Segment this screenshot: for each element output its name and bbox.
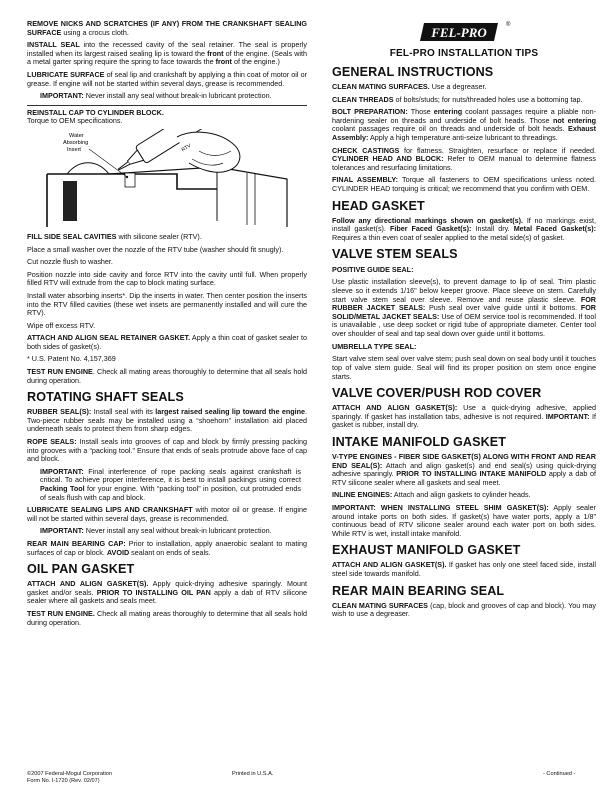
installation-tips-title: FEL-PRO INSTALLATION TIPS xyxy=(389,48,539,59)
subheading-umbrella: UMBRELLA TYPE SEAL: xyxy=(332,342,417,352)
patent-note: * U.S. Patent No. 4,157,369 xyxy=(27,354,116,364)
fig-label-water: Water xyxy=(69,132,84,139)
para-fill-side-seal: FILL SIDE SEAL CAVITIES with silicone sealer (RTV). xyxy=(27,231,202,241)
para-lubricate-lips: LUBRICATE SEALING LIPS AND CRANKSHAFT with motor oil or grease. If engine will not be started within several days, grease is recommended. xyxy=(27,505,307,523)
heading-general-instructions: GENERAL INSTRUCTIONS xyxy=(332,65,494,79)
para-clean-threads: CLEAN THREADS of bolts/studs; for nuts/threaded holes use a bottoming tap. xyxy=(332,94,583,104)
para-inserts: Install water absorbing inserts*. Dip the inserts in water. Then center position the inserts into the RTV filled cavities (these wet insets are permanently installed and will cure the RTV). xyxy=(27,290,307,318)
para-remove-nicks: REMOVE NICKS AND SCRATCHES (IF ANY) FROM THE CRANKSHAFT SEALING SURFACE using a crocus cloth. xyxy=(27,19,307,37)
heading-rotating-shaft-seals: ROTATING SHAFT SEALS xyxy=(27,390,184,405)
form-number: Form No. I-1720 (Rev. 02/07) xyxy=(27,778,100,784)
logo-lettering: FEL-PRO xyxy=(430,25,487,40)
right-column xyxy=(332,20,596,623)
para-umbrella: Start valve stem seal over valve stem; push seal down on seal body until it touches top of valve stem guide. Seal will find its proper position on stem once engine starts. xyxy=(332,354,596,381)
para-valve-cover: ATTACH AND ALIGN GASKET(S): Use a quick-drying adhesive, applied sparingly. If gasket has installation tabs, adhesive is not required. IMPORTANT: If gasket is rubber, install dry. xyxy=(332,403,596,430)
para-v-type: V-TYPE ENGINES - FIBER SIDE GASKET(S) ALONG WITH FRONT AND REAR END SEAL(S): Attach and align gasket(s) and end seal(s) using quick-drying adhesive sparingly. PRIOR TO INSTALLING INTAKE MANIFOLD apply a dab of RTV silicone sealer where all gaskets and seal meet. xyxy=(332,452,596,487)
registered-mark: ® xyxy=(506,22,511,28)
para-rear-main-cap: REAR MAIN BEARING CAP: Prior to installation, apply anaerobic sealant to mating surfaces of cap or block. AVOID sealant on ends of seals. xyxy=(27,538,307,557)
para-washer: Place a small washer over the nozzle of the RTV tube (washer should fit snugly). xyxy=(27,244,284,254)
para-exhaust: ATTACH AND ALIGN GASKET(S). If gasket has only one steel faced side, install steel side towards manifold. xyxy=(332,560,596,578)
copyright-text: ©2007 Federal-Mogul Corporation xyxy=(27,771,112,777)
heading-valve-stem-seals: VALVE STEM SEALS xyxy=(332,247,458,262)
para-head-gasket: Follow any directional markings shown on gasket(s). If no markings exist, install gasket(s). Fiber Faced Gasket(s): Install dry. Metal Faced Gasket(s): Requires a thin even coat of sealer applied to the metal side(s) of gasket. xyxy=(332,215,596,242)
fel-pro-logo xyxy=(332,22,596,47)
para-test-run-2: TEST RUN ENGINE. Check all mating areas thoroughly to determine that all seals hold during operation. xyxy=(27,608,307,627)
heading-exhaust-manifold: EXHAUST MANIFOLD GASKET xyxy=(332,543,521,558)
heading-intake-manifold: INTAKE MANIFOLD GASKET xyxy=(332,435,507,450)
para-final-assembly: FINAL ASSEMBLY: Torque all fasteners to OEM specifications unless noted. CYLINDER HEAD torquing is critical; we recommend that you confirm with OEM. xyxy=(332,175,596,193)
heading-valve-cover: VALVE COVER/PUSH ROD COVER xyxy=(332,386,542,401)
para-rear-main-clean: CLEAN MATING SURFACES (cap, block and grooves of cap and block). You may wish to use a degreaser. xyxy=(332,600,596,619)
important-note-1: IMPORTANT: Never install any seal without break-in lubricant protection. xyxy=(40,91,272,101)
para-oil-pan-attach: ATTACH AND ALIGN GASKET(S). Apply quick-drying adhesive sparingly. Mount gasket and/or seals. PRIOR TO INSTALLING OIL PAN apply a dab of RTV silicone sealer where all gaskets and seals meet. xyxy=(27,579,307,606)
para-rope-seals: ROPE SEALS: Install seals into grooves of cap and block by firmly pressing packing into grooves with a “packing tool.” Ensure that ends of seals protrude above face of cap and block. xyxy=(27,437,307,464)
continued-label: - Continued - xyxy=(543,771,576,777)
important-note-2: IMPORTANT: Final interference of rope packing seals against crankshaft is critical. To achieve proper interference, it is best to install packings using correct Packing Tool for your engine. With “packing tool” in position, cut protruded ends of seals flush with cap and block. xyxy=(40,466,301,502)
heading-rear-main-seal: REAR MAIN BEARING SEAL xyxy=(332,583,505,598)
para-install-seal: INSTALL SEAL into the recessed cavity of the seal retainer. The seal is properly installed when its largest raised sealing lip is toward the front of the engine. (Seals with a metal garter spring require the spring to face towards the front of the engine.) xyxy=(27,40,307,67)
left-column xyxy=(27,20,307,627)
para-test-run-1: TEST RUN ENGINE. Check all mating areas thoroughly to determine that all seals hold during operation. xyxy=(27,367,307,385)
para-cut-nozzle: Cut nozzle flush to washer. xyxy=(27,257,113,267)
para-wipe: Wipe off excess RTV. xyxy=(27,320,96,330)
para-reinstall-cap: REINSTALL CAP TO CYLINDER BLOCK. Torque to OEM specifications. xyxy=(27,107,164,126)
rtv-figure xyxy=(27,129,307,227)
para-bolt-prep: BOLT PREPARATION: Those entering coolant passages require a pliable non-hardening sealer on threads and underside of bolt heads. Those not entering coolant passages require oil on threads and underside of bolt heads. Exhaust Assembly: Apply a high temperature anti-seize lubricant to threadings. xyxy=(332,107,597,142)
heading-head-gasket: HEAD GASKET xyxy=(332,198,425,213)
para-rubber-seals: RUBBER SEAL(S): Install seal with its largest raised sealing lip toward the engine. Two-piece rubber seals may be installed using a “shoehorn” installation aid placed underneath seals to protect them from sharp edges. xyxy=(27,407,307,434)
subheading-positive-guide: POSITIVE GUIDE SEAL: xyxy=(332,265,414,275)
divider xyxy=(27,105,307,106)
important-note-3: IMPORTANT: Never install any seal without break-in lubricant protection. xyxy=(40,526,272,536)
para-steel-shim: IMPORTANT: WHEN INSTALLING STEEL SHIM GASKET(S): Apply sealer around intake ports on both sides. If gasket(s) have water ports, apply a 1/8" continuous bead of RTV silicone sealer around each water port on both sides. While RTV is wet, install intake manifold. xyxy=(332,503,596,538)
para-inline: INLINE ENGINES: Attach and align gaskets to cylinder heads. xyxy=(332,490,531,500)
rtv-illustration xyxy=(27,129,307,227)
para-clean-mating: CLEAN MATING SURFACES. Use a degreaser. xyxy=(332,82,487,91)
fel-pro-logo-mark xyxy=(418,22,502,42)
tube-label: RTV xyxy=(180,142,193,154)
fig-label-absorbing: Absorbing xyxy=(63,139,89,146)
para-attach-retainer: ATTACH AND ALIGN SEAL RETAINER GASKET. Apply a thin coat of gasket sealer to both sides of gasket(s). xyxy=(27,333,307,351)
footer-left xyxy=(27,771,112,785)
fig-label-insert: Insert xyxy=(67,146,81,153)
printed-in: Printed in U.S.A. xyxy=(232,771,274,777)
para-lubricate-surface: LUBRICATE SURFACE of seal lip and crankshaft by applying a thin coat of motor oil or grease. If engine will not be started within several days, grease is recommended. xyxy=(27,69,307,88)
para-position-nozzle: Position nozzle into side cavity and force RTV into the cavity until full. When properly filled RTV will extrude from the cap to block mating surface. xyxy=(27,269,307,288)
heading-oil-pan-gasket: OIL PAN GASKET xyxy=(27,562,135,577)
para-positive-guide: Use plastic installation sleeve(s), to prevent damage to lip of seal. Trim plastic sleeve so it extends 1/16" below keeper groove. Place sleeve on stem. Carefully start valve stem seal over sleeve. Remove and reuse plastic sleeve. FOR RUBBER JACKET SEALS: Push seal over valve guide until it bottoms. FOR SOLID/METAL JACKET SEALS: Use of OEM service tool is recommended. If tool is unavailable , use deep socket or rigid tube of appropriate diameter. Center tool over shoulder of seal and tap seal down over guide until it bottoms. xyxy=(332,277,596,338)
para-check-castings: CHECK CASTINGS for flatness. Straighten, resurface or replace if needed. CYLINDER HEAD AND BLOCK: Refer to OEM manual to determine flatness tolerances and resurfacing limitations. xyxy=(332,145,596,172)
